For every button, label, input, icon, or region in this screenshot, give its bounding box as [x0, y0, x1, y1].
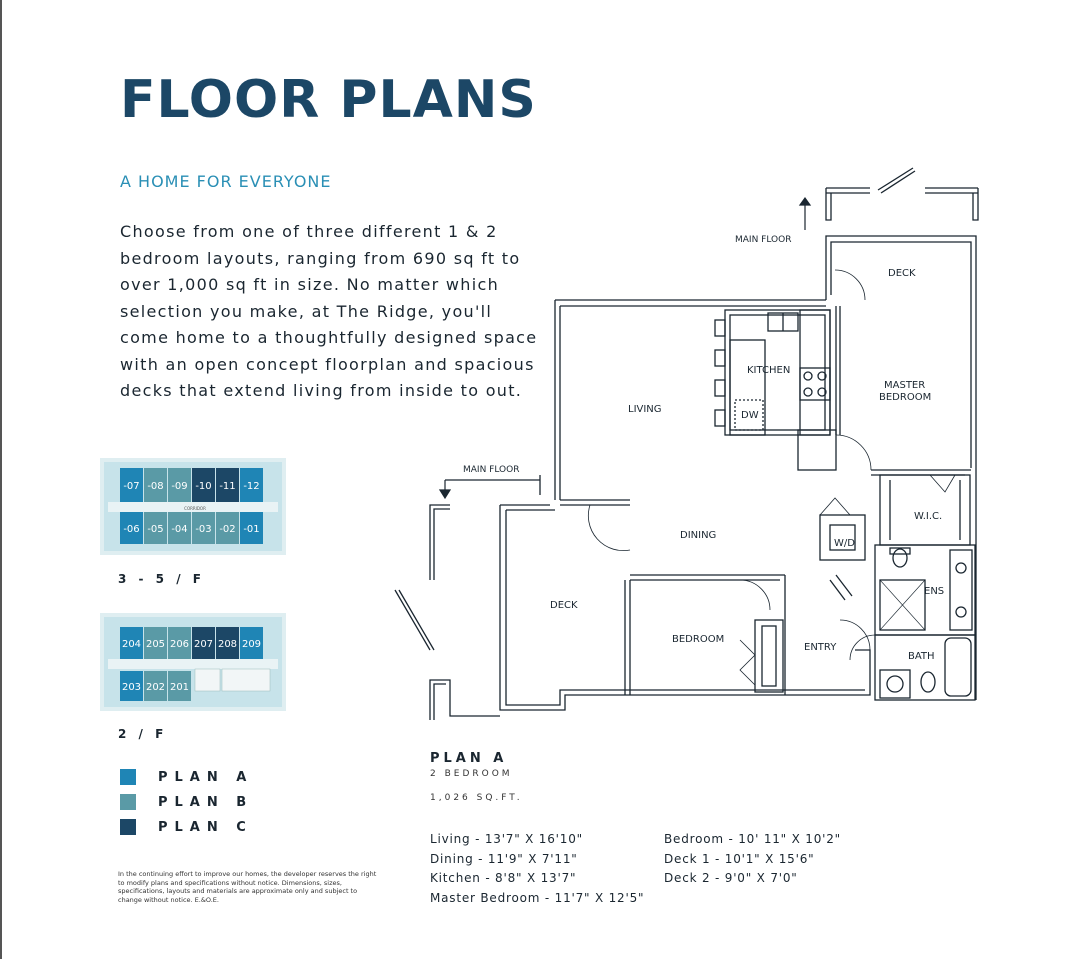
legend-swatch-plan-c	[120, 819, 136, 835]
fp-label-bedroom: BEDROOM	[672, 634, 725, 645]
page-subtitle: A HOME FOR EVERYONE	[120, 172, 332, 191]
fp-label-kitchen: KITCHEN	[747, 365, 791, 376]
plan-type: 2 BEDROOM	[430, 769, 513, 779]
legend-label-plan-c: PLAN C	[158, 819, 253, 835]
fp-label-master-1: MASTER	[884, 380, 926, 391]
keyplan-unit-label: -05	[147, 524, 164, 535]
fp-label-main-floor-left: MAIN FLOOR	[463, 465, 520, 475]
legend-plan-c	[120, 819, 253, 835]
svg-text:CORRIDOR: CORRIDOR	[184, 506, 206, 511]
dim-living: Living - 13'7" X 16'10"	[430, 832, 583, 846]
keyplan-2f-label: 2 / F	[118, 727, 168, 741]
dim-deck-1: Deck 1 - 10'1" X 15'6"	[664, 851, 815, 866]
fp-label-main-floor-top: MAIN FLOOR	[735, 235, 792, 245]
floorplan-labels	[463, 235, 944, 662]
legend-swatch-plan-b	[120, 794, 136, 810]
keyplan-unit-label: -03	[195, 524, 212, 535]
dim-dining: Dining - 11'9" X 7'11"	[430, 851, 578, 866]
fp-label-ens: ENS	[924, 586, 945, 597]
keyplan-unit-label: 204	[121, 639, 142, 650]
keyplan-unit-label: -08	[147, 481, 164, 492]
fp-label-living: LIVING	[628, 404, 662, 415]
dim-kitchen: Kitchen - 8'8" X 13'7"	[430, 871, 577, 885]
fp-label-bath: BATH	[908, 651, 935, 662]
keyplan-3-5f-label: 3 - 5 / F	[118, 572, 205, 586]
page-title: FLOOR PLANS	[120, 70, 537, 130]
plan-name: PLAN A	[430, 751, 508, 766]
floorplan-drawing	[390, 160, 990, 720]
fp-label-dining: DINING	[680, 530, 717, 541]
fp-label-deck-top: DECK	[888, 268, 916, 279]
keyplan-unit-label: -10	[195, 481, 212, 492]
legend-swatch-plan-a	[120, 769, 136, 785]
keyplan-unit-label: -12	[243, 481, 260, 492]
keyplan-unit-label: -02	[219, 524, 236, 535]
dim-deck-2: Deck 2 - 9'0" X 7'0"	[664, 871, 798, 885]
room-dimensions-right	[664, 830, 841, 889]
keyplan-unit-label: -06	[123, 524, 140, 535]
dim-bedroom: Bedroom - 10' 11" X 10'2"	[664, 832, 841, 846]
keyplan-unit-label: -09	[171, 481, 188, 492]
fp-label-wd: W/D	[834, 538, 855, 549]
keyplan-unit-label: 206	[169, 639, 190, 650]
legend-label-plan-b: PLAN B	[158, 794, 254, 810]
legend-label-plan-a: PLAN A	[158, 769, 254, 785]
room-dimensions-left	[430, 830, 644, 908]
plan-area: 1,026 SQ.FT.	[430, 793, 523, 803]
fp-label-entry: ENTRY	[804, 642, 837, 653]
keyplan-3-5f	[100, 458, 286, 555]
keyplan-unit-label: 201	[169, 682, 190, 693]
legend-plan-a	[120, 769, 253, 785]
fp-label-master-2: BEDROOM	[879, 392, 932, 403]
fp-label-wic: W.I.C.	[914, 511, 943, 522]
keyplan-unit-label: -11	[219, 481, 236, 492]
disclaimer-text: In the continuing effort to improve our homes, the developer reserves the right to modify plans and specifications without notice. Dimensions, sizes, specifications, layouts and materials are approximate only and subject to change without notice. E.&O.E.	[118, 870, 377, 904]
keyplan-unit-label: 205	[145, 639, 166, 650]
keyplan-2f	[100, 613, 286, 711]
keyplan-unit-label: 207	[193, 639, 214, 650]
intro-paragraph: Choose from one of three different 1 & 2 bedroom layouts, ranging from 690 sq ft to over 1,000 sq ft in size. No matter which selection you make, at The Ridge, you'll come home to a thoughtfully designed space with an open concept floorplan and spacious decks that extend living from inside to out.	[120, 222, 538, 400]
keyplan-unit-label: -07	[123, 481, 140, 492]
keyplan-unit-label: 208	[217, 639, 238, 650]
fp-label-dw: DW	[741, 410, 759, 421]
dim-master-bedroom: Master Bedroom - 11'7" X 12'5"	[430, 890, 645, 905]
legend-plan-b	[120, 794, 253, 810]
keyplan-unit-label: -01	[243, 524, 260, 535]
keyplan-unit-label: -04	[171, 524, 188, 535]
keyplan-unit-label: 209	[241, 639, 262, 650]
keyplan-unit-label: 203	[121, 682, 142, 693]
fp-label-deck-left: DECK	[550, 600, 578, 611]
keyplan-unit-label: 202	[145, 682, 166, 693]
